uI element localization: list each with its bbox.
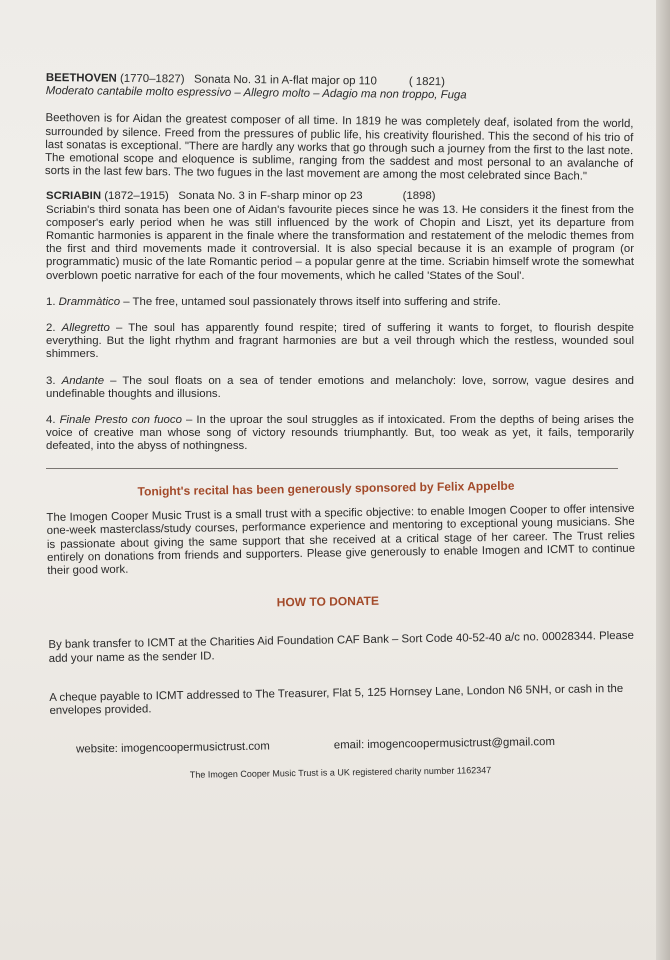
beethoven-dates: (1770–1827) xyxy=(116,72,185,86)
donate-heading: HOW TO DONATE xyxy=(276,593,380,610)
movement-text: – The soul floats on a sea of tender emotions and melancholy: love, sorrow, vague desires and undefinable thoughts and illusions. xyxy=(46,374,634,400)
beethoven-year: ( 1821) xyxy=(408,75,446,89)
movement-title: Drammàtico xyxy=(58,295,121,308)
contact-line xyxy=(50,735,638,757)
sponsor-line: Tonight's recital has been generously sponsored by Felix Appelbe xyxy=(137,478,515,499)
movement-number: 3. xyxy=(46,374,62,387)
divider-rule xyxy=(46,468,618,469)
scriabin-description: Scriabin's third sonata has been one of Aidan's favourite pieces since he was 13. He considers it the finest from the composer's early period when he was still influenced by the work of Chopin and Liszt, yet its departure from Romantic harmonies is apparent in the finale where the transformation and restatement of the melodic themes from the first and third movements made it controversial. It is also special because it is an example of program (or programmatic) music of the late Romantic period – a popular genre at the time. Scriabin himself wrote the somewhat overblown poetic narrative for each of the four movements, which he called 'States of the Soul'. xyxy=(46,203,634,282)
website-text: website: imogencoopermusictrust.com xyxy=(76,740,270,756)
movement-text: – The free, untamed soul passionately throws itself into suffering and strife. xyxy=(120,295,501,308)
cheque-text: A cheque payable to ICMT addressed to The Treasurer, Flat 5, 125 Hornsey Lane, London N6 5NH, or cash in the envelopes provided. xyxy=(49,682,624,717)
scriabin-movement-4 xyxy=(46,414,634,454)
movement-number: 2. xyxy=(46,322,62,335)
beethoven-movements: Moderato cantabile molto espressivo – Allegro molto – Adagio ma non troppo, Fuga xyxy=(45,85,467,102)
beethoven-section xyxy=(45,72,634,185)
movement-number: 1. xyxy=(46,295,59,308)
movement-title: Andante xyxy=(61,374,105,387)
movement-text: – In the uproar the soul struggles as if intoxicated. From the depths of being arises the voice of creative man whose song of victory resounds triumphantly. But, too weak as yet, it fails, temporarily defeated, into the abyss of nothingness. xyxy=(46,414,635,453)
scriabin-movement-3 xyxy=(46,375,634,401)
scriabin-movement-1 xyxy=(46,296,634,309)
movement-number: 4. xyxy=(46,414,60,427)
scriabin-dates: (1872–1915) xyxy=(101,190,169,203)
email-text: email: imogencoopermusictrust@gmail.com xyxy=(333,735,555,752)
scriabin-work: Sonata No. 3 in F-sharp minor op 23 xyxy=(178,190,363,203)
beethoven-composer: BEETHOVEN xyxy=(45,72,117,85)
movement-title: Allegretto xyxy=(61,322,110,335)
movement-title: Finale Presto con fuoco xyxy=(59,414,182,427)
trust-section xyxy=(46,477,639,784)
trust-description: The Imogen Cooper Music Trust is a small trust with a specific objective: to enable Imogen Cooper to offer intensive one-week masterclass/study courses, performance experience and mentoring to exceptional young musicians. She is passionate about giving the same support that she received at a critical stage of her career. The Trust relies entirely on donations from friends and supporters. Please give generously to enable Imogen and ICMT to continue their good work. xyxy=(46,502,636,577)
scriabin-year: (1898) xyxy=(402,190,436,203)
scriabin-section xyxy=(46,190,634,453)
beethoven-description: Beethoven is for Aidan the greatest composer of all time. In 1819 he was completely deaf, isolated from the world, surrounded by silence. Freed from the pressures of public life, his creativity flourished. This the second of his trio of last sonatas is exceptional. "There are hardly any works that go through such a journey from the first to the last note. The emotional scope and eloquence is sublime, ranging from the saddest and most personal to an avalanche of sorts in the last few bars. The two fugues in the last movement are among the most celebrated since Bach." xyxy=(44,112,634,183)
charity-number-text: The Imogen Cooper Music Trust is a UK registered charity number 1162347 xyxy=(189,765,492,780)
movement-text: – The soul has apparently found respite; tired of suffering it wants to forget, to flourish despite everything. But the light rhythm and fragrant harmonies are but a veil through which the restless, wounded soul shimmers. xyxy=(46,322,634,361)
bank-transfer-text: By bank transfer to ICMT at the Charities Aid Foundation CAF Bank – Sort Code 40-52-40 a/c no. 00028344. Please add your name as the sender ID. xyxy=(48,629,634,665)
page-gutter-shadow xyxy=(656,0,670,960)
scriabin-heading xyxy=(46,190,634,203)
scriabin-composer: SCRIABIN xyxy=(46,190,102,203)
beethoven-work: Sonata No. 31 in A-flat major op 110 xyxy=(194,73,377,88)
scriabin-movement-2 xyxy=(46,322,634,362)
